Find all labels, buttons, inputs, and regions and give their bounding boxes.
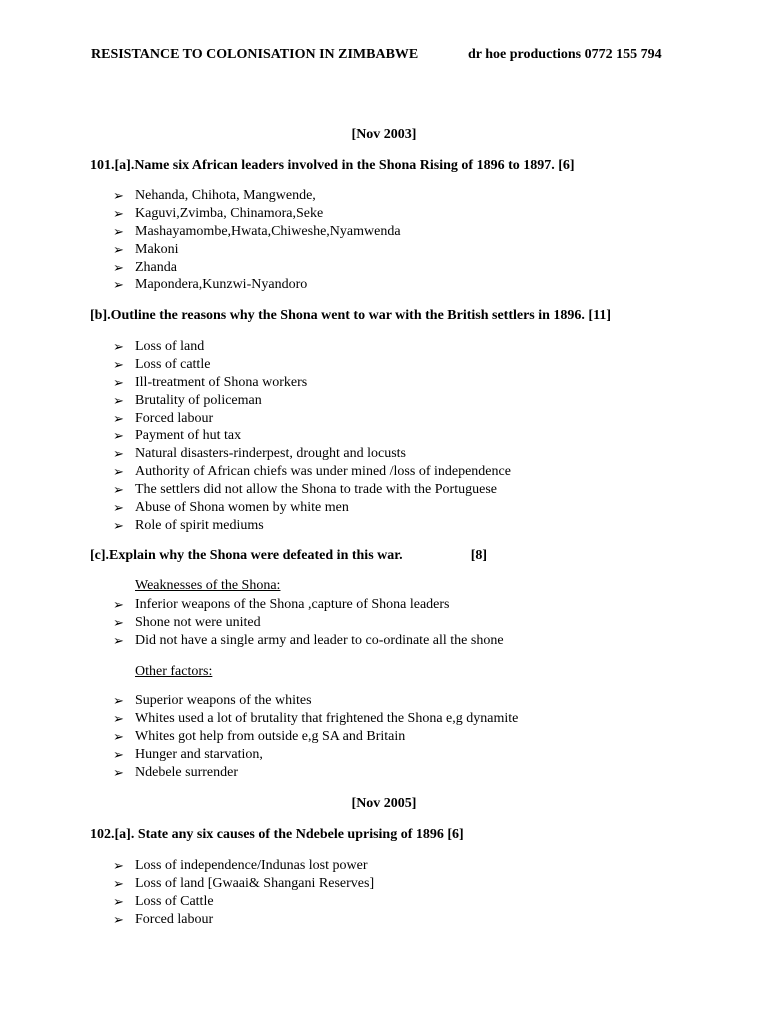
- list-item-text: Makoni: [135, 241, 179, 257]
- list-item-text: Brutality of policeman: [135, 392, 262, 408]
- arrow-bullet-icon: ➢: [113, 428, 124, 444]
- list-item: [113, 911, 374, 929]
- list-item-text: Payment of hut tax: [135, 428, 242, 444]
- answer-list-101b: [113, 338, 511, 535]
- list-item: [113, 728, 518, 746]
- arrow-bullet-icon: ➢: [113, 614, 124, 630]
- list-item: [113, 614, 504, 632]
- list-item: [113, 764, 518, 782]
- list-item-text: Mapondera,Kunzwi-Nyandoro: [135, 277, 308, 293]
- list-item-text: Ndebele surrender: [135, 764, 239, 780]
- arrow-bullet-icon: ➢: [113, 374, 124, 390]
- list-item: [113, 596, 504, 614]
- arrow-bullet-icon: ➢: [113, 241, 124, 257]
- list-item: [113, 746, 518, 764]
- list-item: [113, 205, 401, 223]
- list-item-text: Whites got help from outside e,g SA and Britain: [135, 728, 406, 744]
- list-item: [113, 481, 511, 499]
- other-factors-list: [113, 692, 518, 781]
- list-item: [113, 463, 511, 481]
- list-item-text: Loss of Cattle: [135, 893, 214, 909]
- list-item-text: Forced labour: [135, 410, 214, 426]
- arrow-bullet-icon: ➢: [113, 205, 124, 221]
- list-item-text: Shone not were united: [135, 614, 261, 630]
- question-101b: [b].Outline the reasons why the Shona went to war with the British settlers in 1896. [11]: [90, 308, 611, 323]
- list-item: [113, 338, 511, 356]
- page-header: [91, 47, 662, 63]
- list-item-text: Nehanda, Chihota, Mangwende,: [135, 188, 316, 203]
- arrow-bullet-icon: ➢: [113, 710, 124, 726]
- list-item: [113, 517, 511, 535]
- list-item-text: Loss of land: [135, 339, 205, 354]
- arrow-bullet-icon: ➢: [113, 746, 124, 762]
- list-item: [113, 893, 374, 911]
- list-item: [113, 427, 511, 445]
- arrow-bullet-icon: ➢: [113, 410, 124, 426]
- list-item: [113, 692, 518, 710]
- author-credit: dr hoe productions 0772 155 794: [468, 47, 662, 62]
- list-item-text: Whites used a lot of brutality that frightened the Shona e,g dynamite: [135, 710, 519, 726]
- list-item: [113, 857, 374, 875]
- question-101c: [90, 548, 487, 564]
- arrow-bullet-icon: ➢: [113, 517, 124, 533]
- arrow-bullet-icon: ➢: [113, 446, 124, 462]
- question-102a: 102.[a]. State any six causes of the Ndebele uprising of 1896 [6]: [90, 827, 464, 842]
- list-item: [113, 374, 511, 392]
- arrow-bullet-icon: ➢: [113, 259, 124, 275]
- list-item: [113, 392, 511, 410]
- list-item-text: Inferior weapons of the Shona ,capture of Shona leaders: [135, 597, 450, 612]
- list-item: [113, 241, 401, 259]
- list-item-text: Mashayamombe,Hwata,Chiweshe,Nyamwenda: [135, 223, 401, 239]
- answer-list-101a: [113, 187, 401, 294]
- list-item-text: Natural disasters-rinderpest, drought and locusts: [135, 446, 406, 462]
- weaknesses-heading: Weaknesses of the Shona:: [135, 578, 281, 593]
- answer-list-102a: [113, 857, 374, 929]
- list-item: [113, 710, 518, 728]
- list-item: [113, 187, 401, 205]
- list-item: [113, 223, 401, 241]
- arrow-bullet-icon: ➢: [113, 875, 124, 891]
- list-item: [113, 445, 511, 463]
- arrow-bullet-icon: ➢: [113, 728, 124, 744]
- list-item-text: Loss of independence/Indunas lost power: [135, 858, 368, 873]
- list-item: [113, 499, 511, 517]
- list-item: [113, 356, 511, 374]
- list-item-text: The settlers did not allow the Shona to trade with the Portuguese: [135, 482, 497, 498]
- arrow-bullet-icon: ➢: [113, 893, 124, 909]
- list-item: [113, 632, 504, 650]
- list-item-text: Authority of African chiefs was under mined /loss of independence: [135, 464, 511, 480]
- list-item-text: Loss of land [Gwaai& Shangani Reserves]: [135, 875, 375, 891]
- list-item: [113, 276, 401, 294]
- section-heading-nov-2005: [Nov 2005]: [351, 796, 417, 811]
- list-item-text: Forced labour: [135, 911, 214, 927]
- arrow-bullet-icon: ➢: [113, 482, 124, 498]
- question-101c-marks: [8]: [470, 548, 488, 563]
- arrow-bullet-icon: ➢: [113, 223, 124, 239]
- question-101c-text: [c].Explain why the Shona were defeated in this war.: [90, 548, 403, 563]
- list-item-text: Abuse of Shona women by white men: [135, 500, 349, 516]
- question-101a: 101.[a].Name six African leaders involved in the Shona Rising of 1896 to 1897. [6]: [90, 158, 575, 173]
- arrow-bullet-icon: ➢: [113, 464, 124, 480]
- arrow-bullet-icon: ➢: [113, 858, 124, 873]
- list-item-text: Loss of cattle: [135, 356, 211, 372]
- list-item: [113, 410, 511, 428]
- list-item-text: Zhanda: [135, 259, 177, 275]
- list-item-text: Role of spirit mediums: [135, 517, 264, 533]
- arrow-bullet-icon: ➢: [113, 500, 124, 516]
- other-factors-heading: Other factors:: [135, 664, 213, 679]
- arrow-bullet-icon: ➢: [113, 597, 124, 612]
- arrow-bullet-icon: ➢: [113, 911, 124, 927]
- arrow-bullet-icon: ➢: [113, 188, 124, 203]
- weaknesses-list: [113, 596, 504, 650]
- list-item: [113, 259, 401, 277]
- document-title: RESISTANCE TO COLONISATION IN ZIMBABWE: [91, 47, 419, 62]
- arrow-bullet-icon: ➢: [113, 392, 124, 408]
- arrow-bullet-icon: ➢: [113, 764, 124, 780]
- list-item-text: Superior weapons of the whites: [135, 693, 312, 708]
- list-item-text: Hunger and starvation,: [135, 746, 263, 762]
- list-item-text: Did not have a single army and leader to co-ordinate all the shone: [135, 632, 504, 648]
- arrow-bullet-icon: ➢: [113, 632, 124, 648]
- arrow-bullet-icon: ➢: [113, 693, 124, 708]
- list-item-text: Ill-treatment of Shona workers: [135, 374, 308, 390]
- list-item: [113, 875, 374, 893]
- arrow-bullet-icon: ➢: [113, 277, 124, 293]
- arrow-bullet-icon: ➢: [113, 339, 124, 354]
- section-heading-nov-2003: [Nov 2003]: [351, 127, 417, 142]
- list-item-text: Kaguvi,Zvimba, Chinamora,Seke: [135, 205, 324, 221]
- arrow-bullet-icon: ➢: [113, 356, 124, 372]
